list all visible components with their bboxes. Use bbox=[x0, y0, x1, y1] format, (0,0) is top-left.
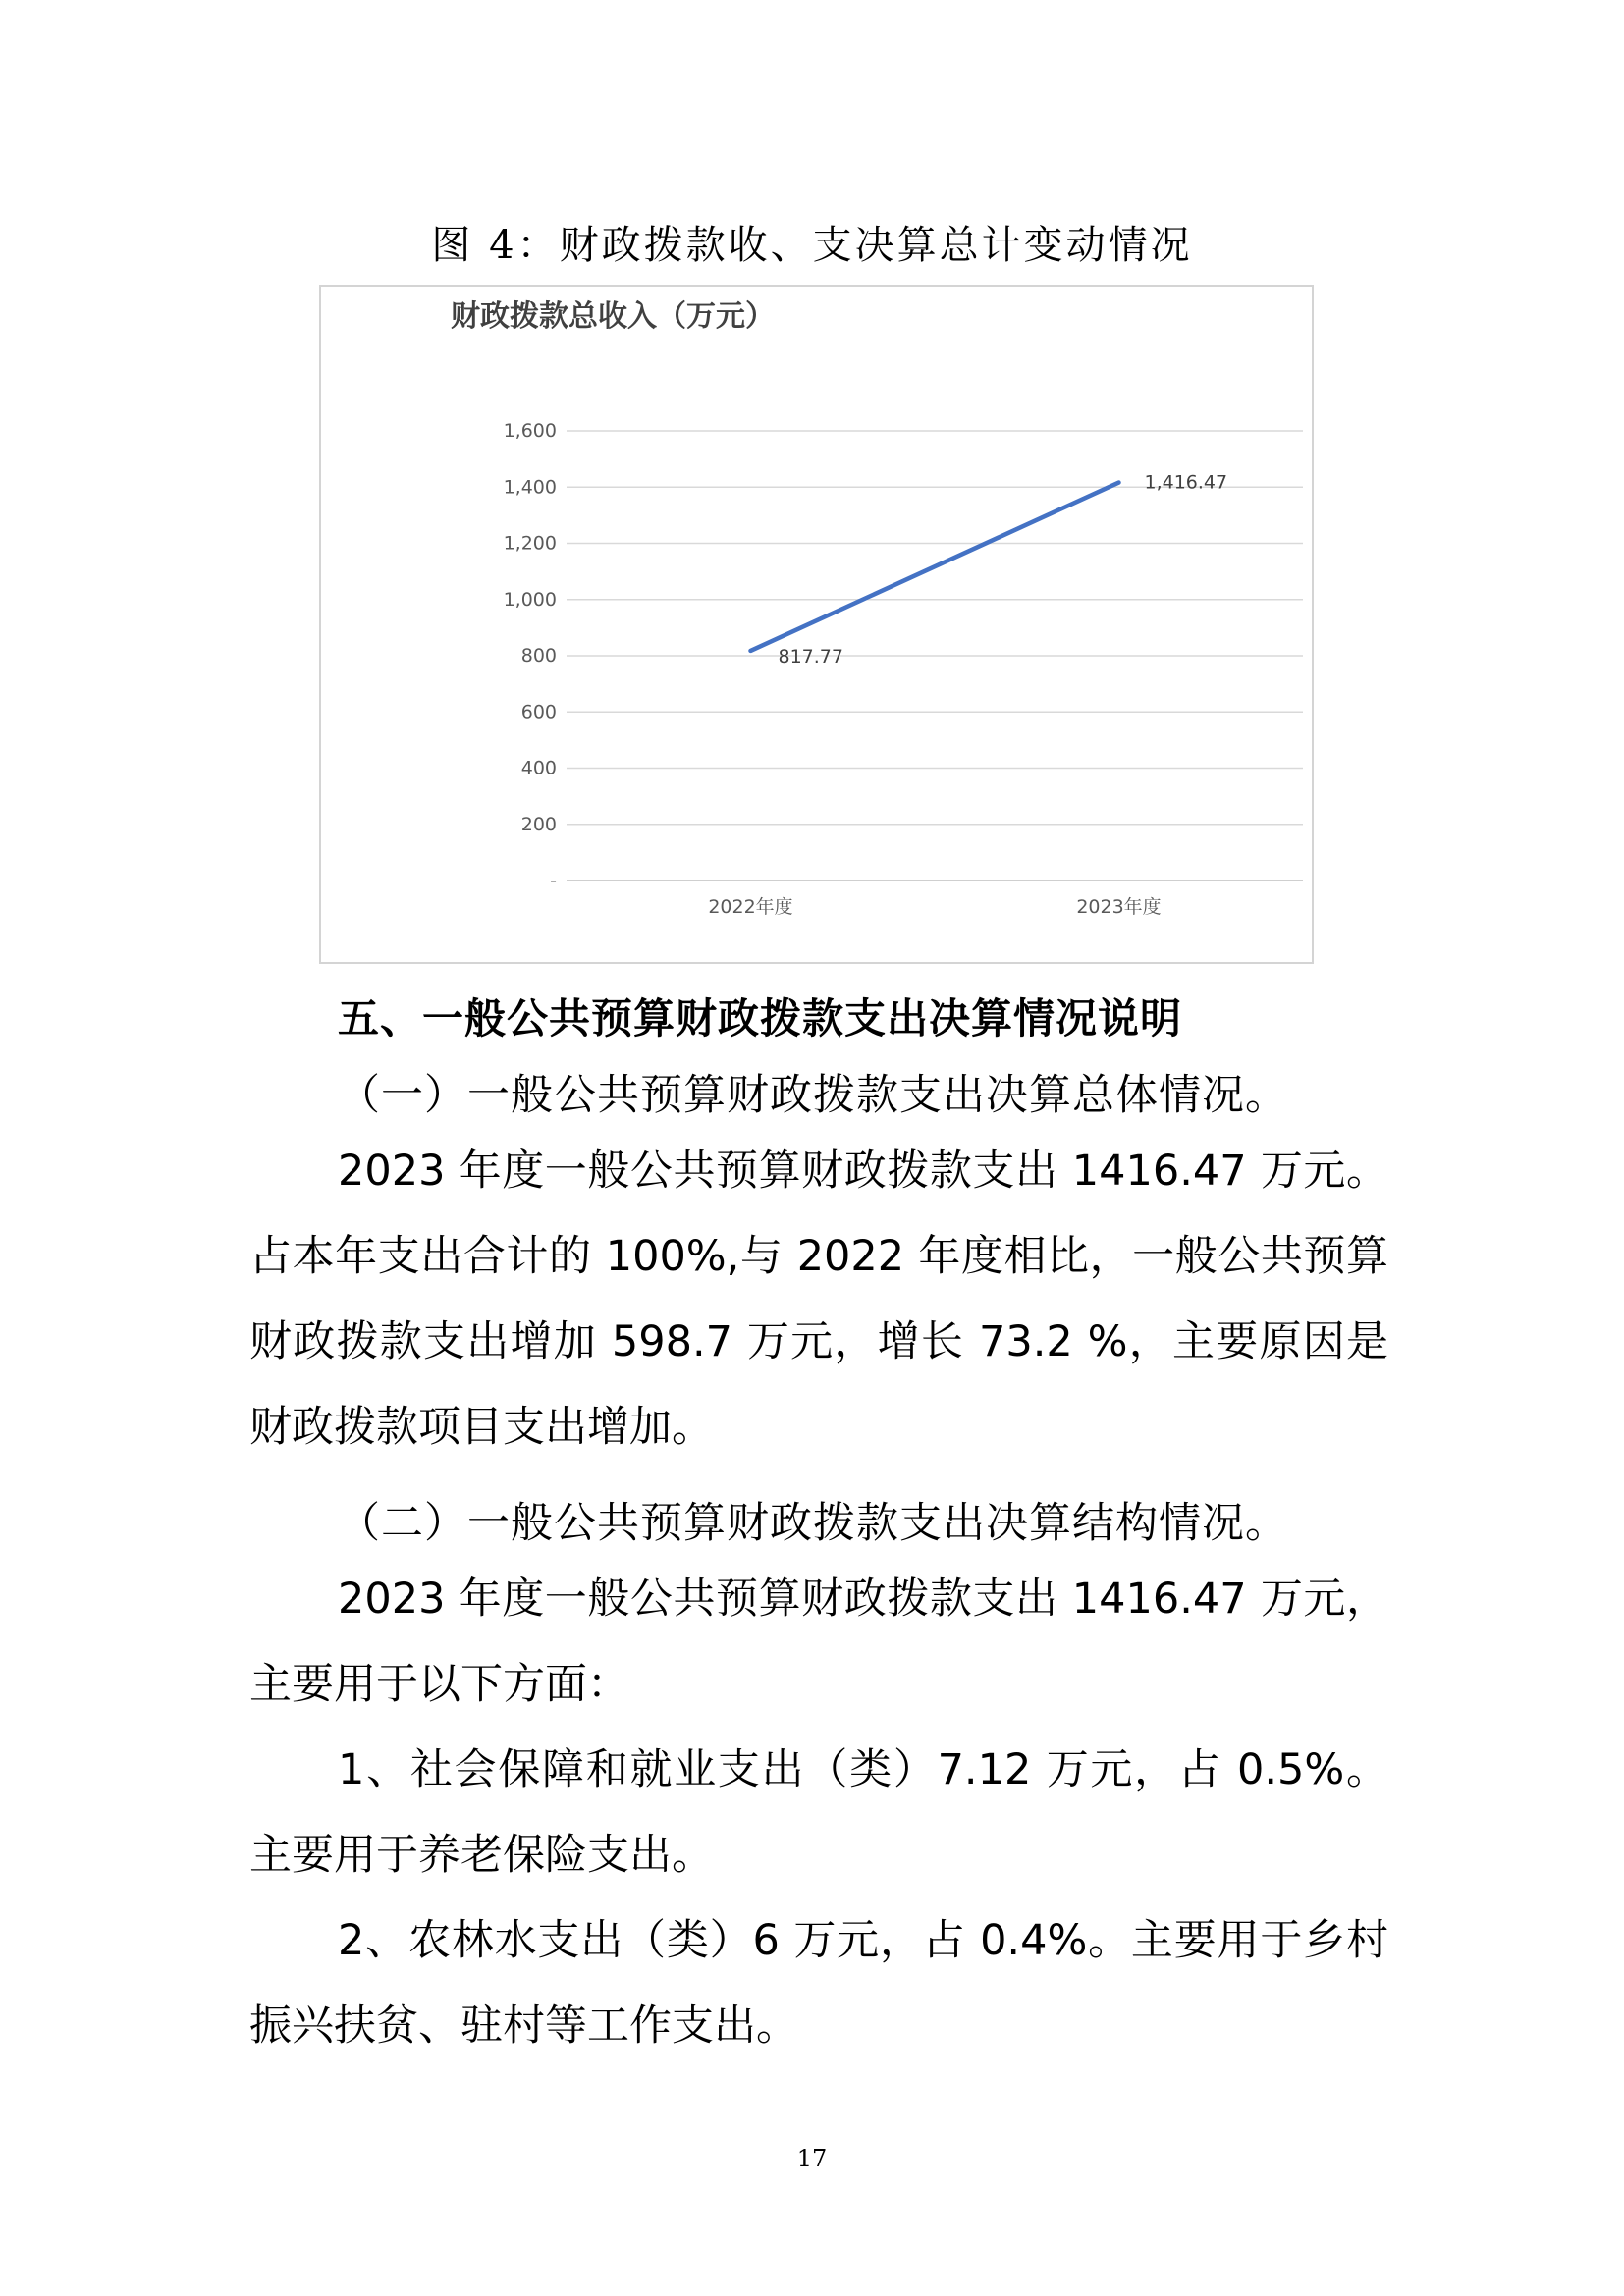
paragraph-structure bbox=[249, 1557, 1388, 1728]
y-tick-label: 400 bbox=[520, 757, 557, 779]
y-tick-label: 1,400 bbox=[503, 476, 557, 499]
subheading-overview: （一）一般公共预算财政拨款支出决算总体情况。 bbox=[338, 1071, 1288, 1120]
list-item-agriculture bbox=[249, 1898, 1388, 2069]
y-tick-label: 1,000 bbox=[503, 588, 557, 611]
y-tick-label: 800 bbox=[520, 645, 557, 667]
y-tick-label: 200 bbox=[520, 813, 557, 835]
chart-title: 财政拨款总收入（万元） bbox=[451, 299, 775, 334]
y-tick-label: 1,200 bbox=[503, 532, 557, 555]
list-item-social-security bbox=[249, 1728, 1388, 1898]
paragraph-overview bbox=[249, 1129, 1388, 1470]
figure-caption: 图 4：财政拨款收、支决算总计变动情况 bbox=[431, 223, 1193, 268]
paragraph-structure-text: 2023 年度一般公共预算财政拨款支出 1416.47 万元，主要用于以下方面： bbox=[249, 1575, 1388, 1709]
x-tick-label: 2023年度 bbox=[1076, 896, 1162, 918]
subheading-structure: （二）一般公共预算财政拨款支出决算结构情况。 bbox=[338, 1499, 1288, 1548]
page-number: 17 bbox=[796, 2145, 828, 2172]
y-tick-label: 1,600 bbox=[503, 420, 557, 442]
section-heading: 五、一般公共预算财政拨款支出决算情况说明 bbox=[338, 994, 1183, 1042]
chart-frame bbox=[319, 285, 1314, 964]
data-label: 817.77 bbox=[778, 645, 843, 667]
x-tick-label: 2022年度 bbox=[708, 896, 793, 918]
y-tick-label: 600 bbox=[520, 701, 557, 723]
list-item-agriculture-text: 2、农林水支出（类）6 万元，占 0.4%。主要用于乡村振兴扶贫、驻村等工作支出。 bbox=[249, 1916, 1388, 2051]
list-item-social-security-text: 1、社会保障和就业支出（类）7.12 万元，占 0.5%。主要用于养老保险支出。 bbox=[249, 1745, 1388, 1880]
paragraph-overview-text: 2023 年度一般公共预算财政拨款支出 1416.47 万元。占本年支出合计的 100%,与 2022 年度相比，一般公共预算财政拨款支出增加 598.7 万元，增长 73.2 %，主要原因是财政拨款项目支出增加。 bbox=[249, 1147, 1388, 1452]
line-chart bbox=[321, 287, 1312, 962]
series-line bbox=[751, 483, 1119, 651]
data-label: 1,416.47 bbox=[1144, 471, 1228, 494]
y-tick-label: - bbox=[550, 870, 557, 891]
